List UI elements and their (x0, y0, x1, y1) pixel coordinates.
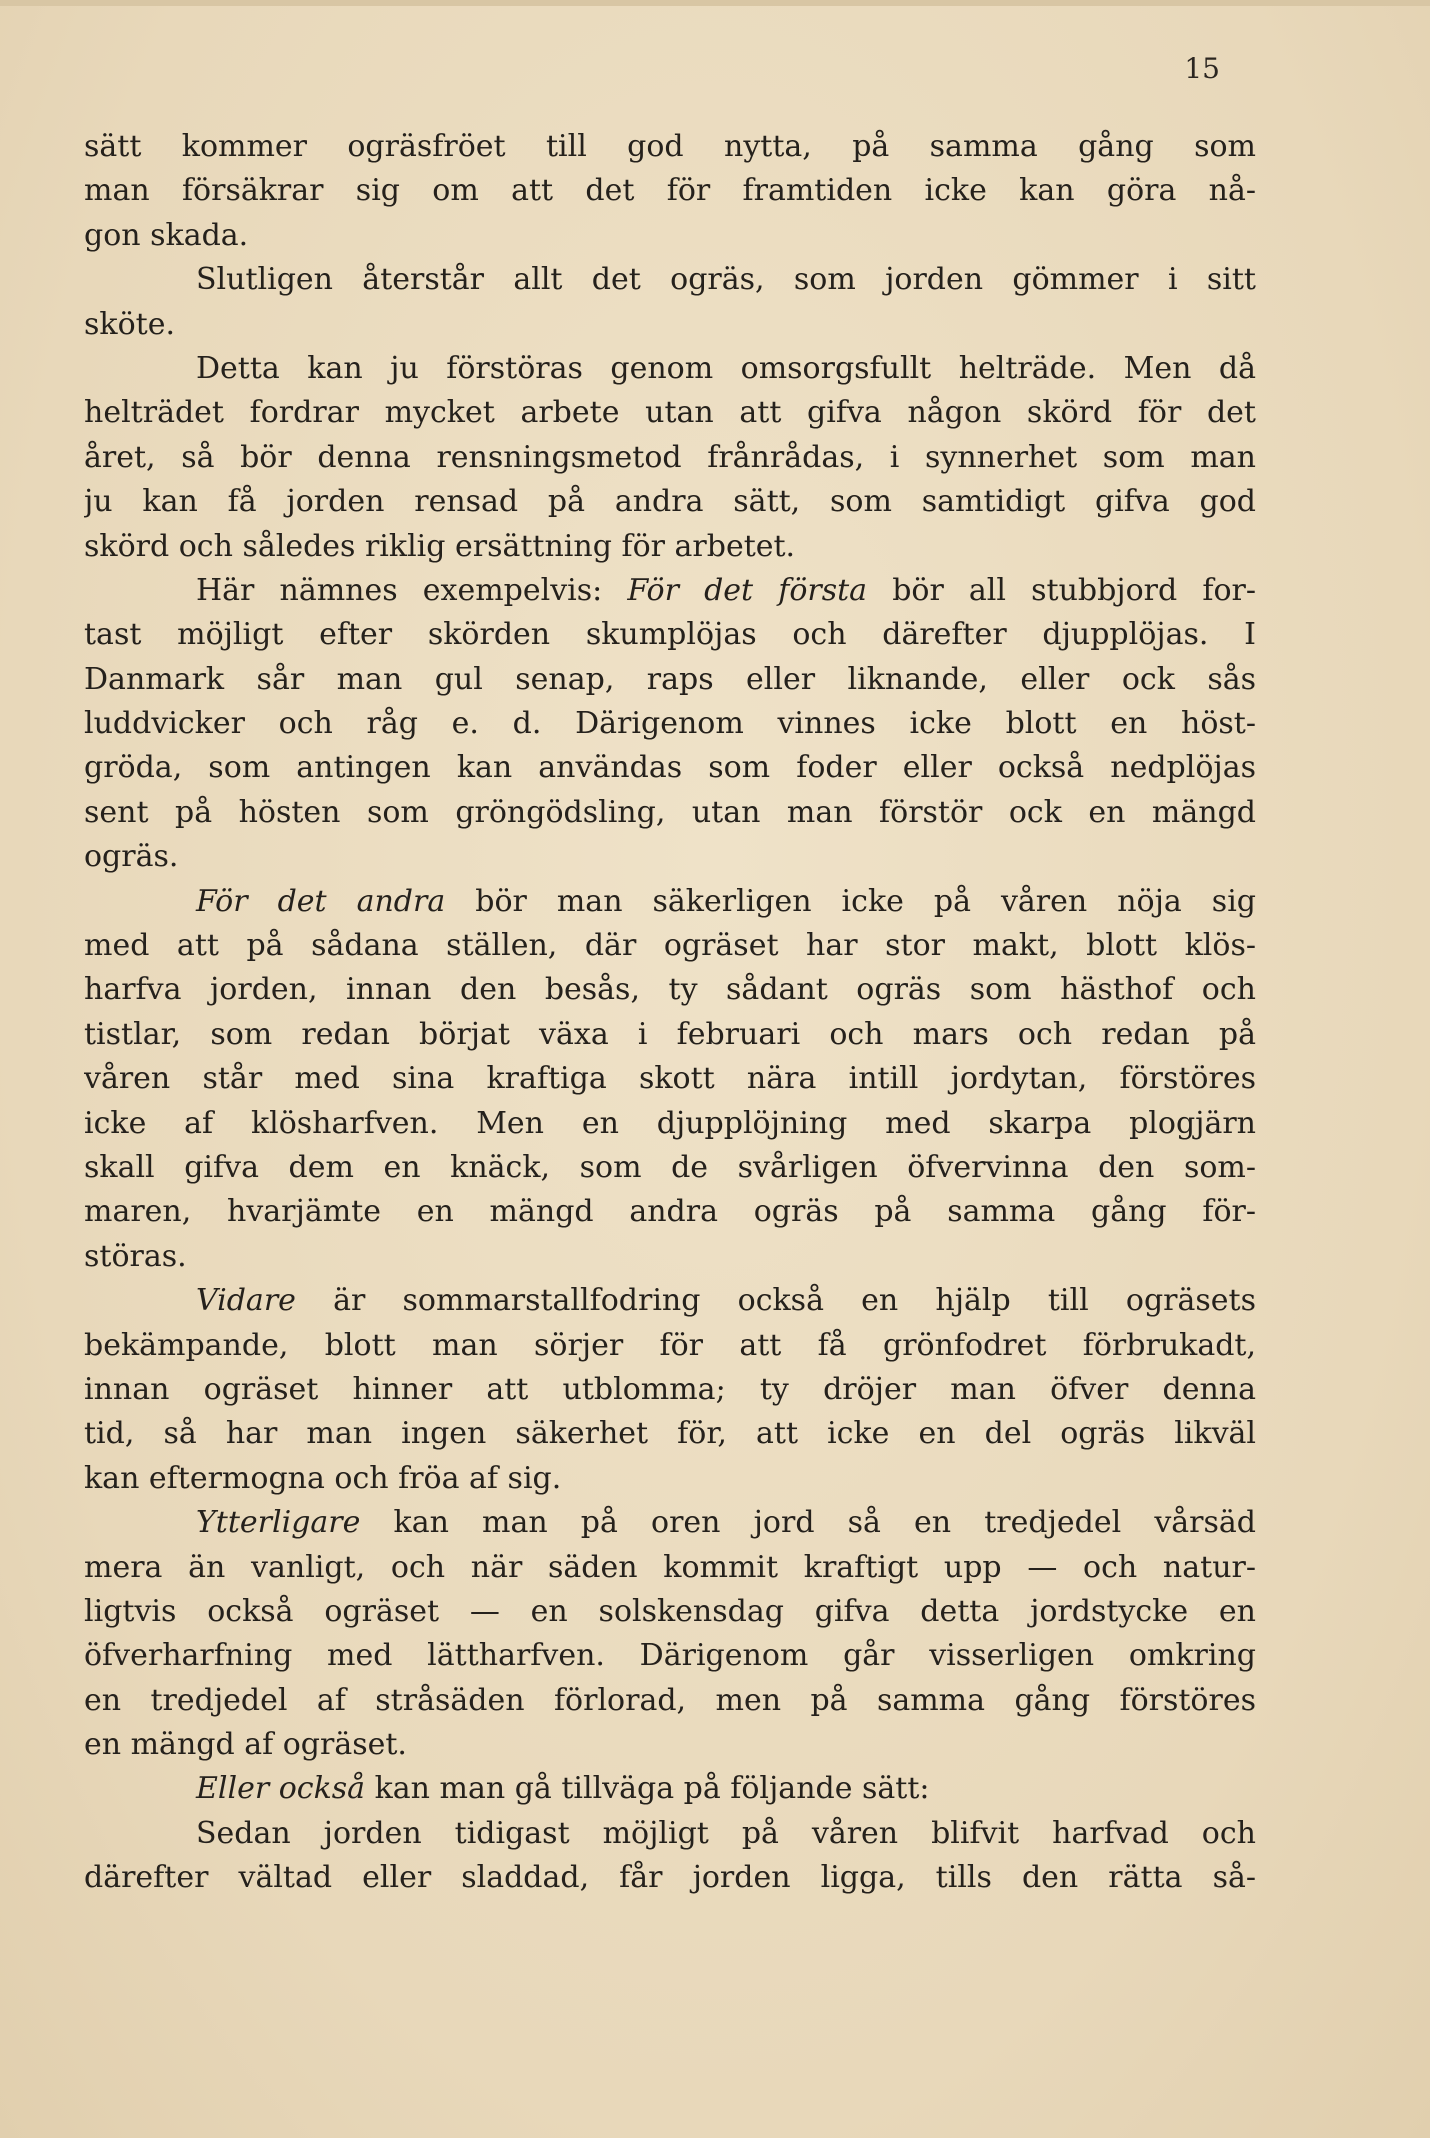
page-number: 15 (1184, 52, 1220, 85)
text-line: Slutligen återstår allt det ogräs, som jorden gömmer i sitt (196, 262, 1256, 298)
text-line: en tredjedel af stråsäden förlorad, men på samma gång förstöres (84, 1682, 1256, 1718)
text-line: maren, hvarjämte en mängd andra ogräs på samma gång för- (84, 1194, 1256, 1230)
text-line: därefter vältad eller sladdad, får jorden ligga, tills den rätta så- (84, 1860, 1256, 1896)
text-line: tistlar, som redan börjat växa i februari och mars och redan på (84, 1016, 1256, 1052)
text-line: skall gifva dem en knäck, som de svårligen öfvervinna den som- (84, 1149, 1256, 1185)
text-line: helträdet fordrar mycket arbete utan att gifva någon skörd för det (84, 395, 1256, 431)
text-line: mera än vanligt, och när säden kommit kraftigt upp — och natur- (84, 1549, 1256, 1585)
italic-phrase: Ytterligare (196, 1505, 361, 1541)
text-line: Detta kan ju förstöras genom omsorgsfullt helträde. Men då (196, 350, 1256, 386)
text-line: gröda, som antingen kan användas som foder eller också nedplöjas (84, 750, 1256, 786)
text-line: ligtvis också ogräset — en solskensdag gifva detta jordstycke en (84, 1593, 1256, 1629)
text-line: sköte. (84, 306, 175, 342)
text-segment: kan man på oren jord så en tredjedel vårsäd (360, 1505, 1256, 1541)
body-text (84, 125, 1256, 1901)
text-line: med att på sådana ställen, där ogräset har stor makt, blott klös- (84, 928, 1256, 964)
text-segment: kan man gå tillväga på följande sätt: (365, 1771, 930, 1807)
text-line: Danmark sår man gul senap, raps eller liknande, eller ock sås (84, 661, 1256, 697)
text-line: kan eftermogna och fröa af sig. (84, 1460, 562, 1496)
text-segment: bör man säkerligen icke på våren nöja sig (445, 883, 1256, 919)
text-line: ogräs. (84, 839, 179, 875)
text-line: våren står med sina kraftiga skott nära intill jordytan, förstöres (84, 1061, 1256, 1097)
text-line: gon skada. (84, 217, 249, 253)
text-line: en mängd af ogräset. (84, 1727, 407, 1763)
text-line: harfva jorden, innan den besås, ty sådant ogräs som hästhof och (84, 972, 1256, 1008)
text-line: tast möjligt efter skörden skumplöjas och därefter djupplöjas. I (84, 617, 1256, 653)
italic-phrase: För det andra (196, 883, 446, 919)
italic-phrase: Vidare (196, 1283, 296, 1319)
italic-phrase: Eller också (196, 1771, 366, 1807)
text-line (84, 1767, 1256, 1811)
text-segment: är sommarstallfodring också en hjälp till ogräsets (295, 1283, 1256, 1319)
text-line: bekämpande, blott man sörjer för att få grönfodret förbrukadt, (84, 1327, 1256, 1363)
text-line: Sedan jorden tidigast möjligt på våren blifvit harfvad och (196, 1815, 1256, 1851)
text-segment: bör all stubbjord for- (867, 572, 1256, 608)
text-line: man försäkrar sig om att det för framtiden icke kan göra nå- (84, 173, 1256, 209)
page-top-edge (0, 0, 1430, 6)
text-segment: Här nämnes exempelvis: (196, 572, 628, 608)
text-line: skörd och således riklig ersättning för arbetet. (84, 528, 796, 564)
italic-phrase: För det första (627, 572, 868, 608)
text-line: icke af klösharfven. Men en djupplöjning med skarpa plogjärn (84, 1105, 1256, 1141)
text-line: sent på hösten som gröngödsling, utan man förstör ock en mängd (84, 794, 1256, 830)
text-line: luddvicker och råg e. d. Därigenom vinnes icke blott en höst- (84, 706, 1256, 742)
text-line: innan ogräset hinner att utblomma; ty dröjer man öfver denna (84, 1371, 1256, 1407)
text-line (84, 1279, 1256, 1323)
text-line (84, 1501, 1256, 1545)
text-line: ju kan få jorden rensad på andra sätt, som samtidigt gifva god (84, 484, 1256, 520)
text-line (84, 880, 1256, 924)
text-line: sätt kommer ogräsfröet till god nytta, på samma gång som (84, 129, 1256, 164)
text-line: tid, så har man ingen säkerhet för, att icke en del ogräs likväl (84, 1416, 1256, 1452)
text-line: året, så bör denna rensningsmetod frånrådas, i synnerhet som man (84, 439, 1256, 475)
text-line: störas. (84, 1238, 187, 1274)
text-line (84, 569, 1256, 613)
text-line: öfverharfning med lättharfven. Därigenom går visserligen omkring (84, 1638, 1256, 1674)
